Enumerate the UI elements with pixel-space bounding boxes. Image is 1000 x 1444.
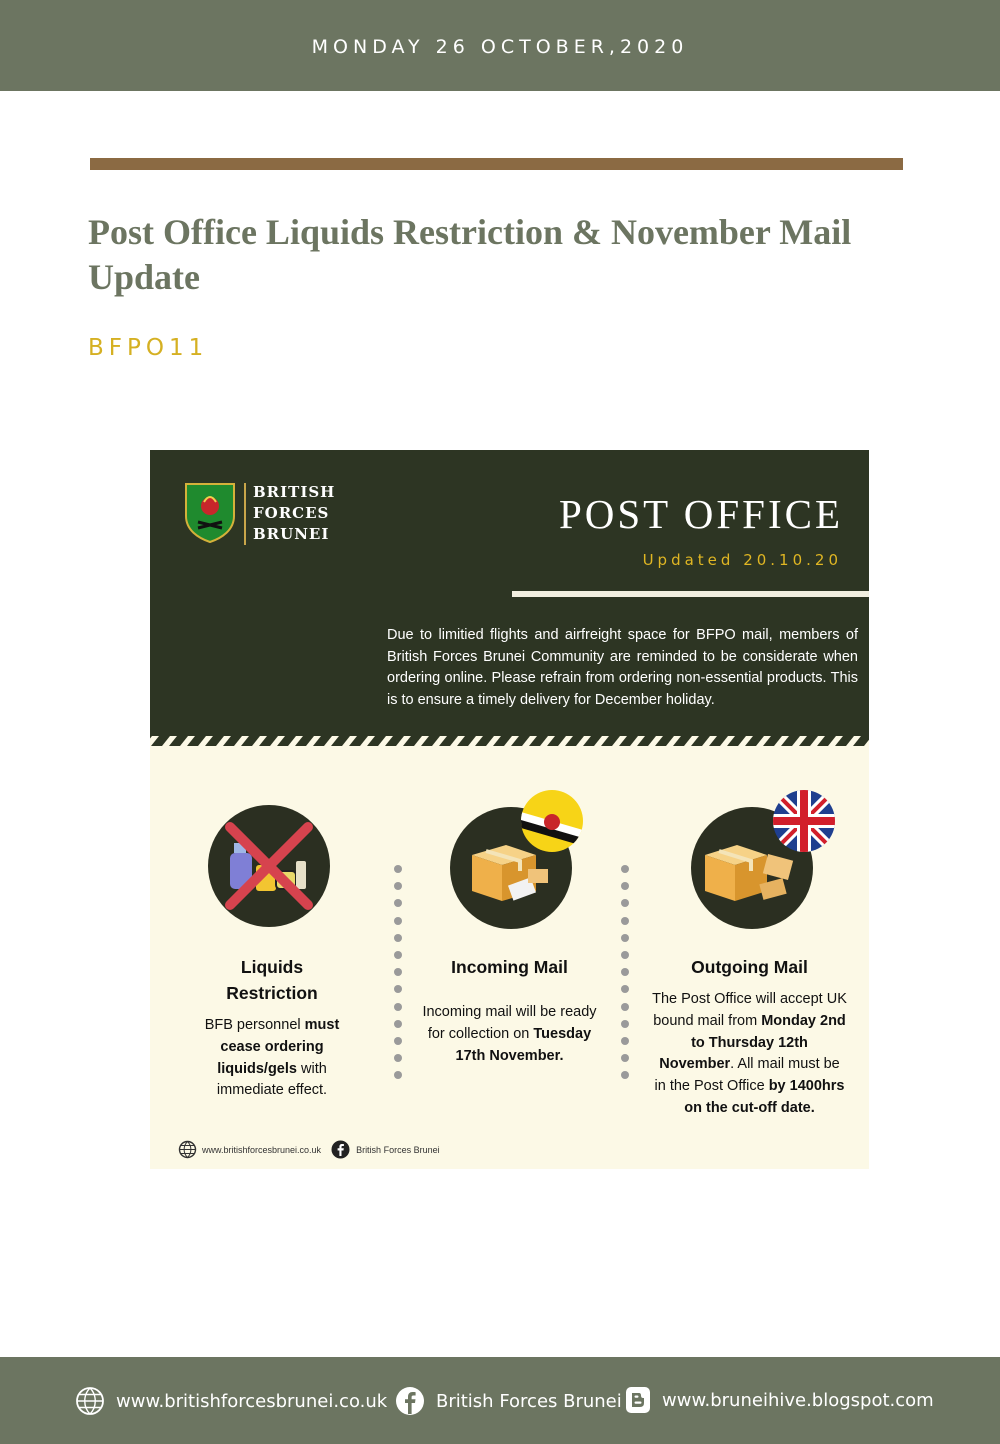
brand-name: [253, 482, 335, 545]
incoming-mail-column: [422, 954, 597, 1067]
body-text-bold: must cease ordering liquids/gels: [217, 1017, 340, 1077]
column-title: Restriction: [226, 983, 318, 1003]
body-text: Incoming mail will be ready for collection on: [422, 1004, 597, 1042]
brand-line: BRUNEI: [253, 525, 330, 543]
zigzag-border: [150, 736, 869, 746]
body-text-bold: by 1400hrs on the cut-off date.: [684, 1078, 845, 1116]
facebook-text: British Forces Brunei: [436, 1390, 622, 1412]
facebook-link[interactable]: [395, 1386, 622, 1416]
bottom-bar: [0, 1357, 1000, 1444]
globe-icon: [75, 1386, 105, 1416]
column-title: Outgoing Mail: [691, 957, 808, 977]
blog-text: www.bruneihive.blogspot.com: [662, 1389, 934, 1411]
body-text: with immediate effect.: [216, 1060, 328, 1099]
body-text: The Post Office will accept UK bound mail from: [652, 991, 847, 1029]
poster-website: www.britishforcesbrunei.co.uk: [202, 1144, 322, 1155]
column-body: [652, 989, 847, 1120]
brunei-flag-icon: [521, 790, 583, 852]
brand-line: BRITISH: [253, 483, 336, 501]
column-body: [188, 1015, 356, 1102]
post-office-poster: [150, 450, 869, 1169]
website-link[interactable]: [75, 1386, 387, 1416]
website-text: www.britishforcesbrunei.co.uk: [116, 1390, 388, 1412]
column-body: [422, 1002, 597, 1067]
globe-icon: [178, 1140, 197, 1159]
column-separator: [621, 865, 631, 1088]
publication-date: MONDAY 26 OCTOBER,2020: [311, 36, 689, 58]
top-bar: [0, 0, 1000, 91]
poster-rule: [512, 591, 869, 597]
facebook-icon: [395, 1386, 425, 1416]
column-title: Incoming Mail: [451, 957, 568, 977]
article-category: BFPO11: [88, 335, 209, 361]
poster-title: POST OFFICE: [558, 491, 843, 537]
blog-link[interactable]: [625, 1386, 934, 1414]
liquids-restriction-column: [188, 954, 356, 1102]
article-title: Post Office Liquids Restriction & November Mail Update: [88, 212, 852, 297]
poster-updated-date: Updated 20.10.20: [642, 551, 842, 569]
column-title: Liquids: [240, 957, 304, 977]
column-separator: [394, 865, 404, 1088]
no-liquids-icon: [208, 805, 330, 927]
poster-header: [150, 450, 869, 740]
brand-line: FORCES: [253, 504, 330, 522]
poster-notice: Due to limitied flights and airfreight space for BFPO mail, members of British Forces Brunei Community are reminded to be considerate when ordering online. Please refrain from ordering non-essential products. This is to ensure a timely delivery for December holiday.: [387, 627, 858, 708]
body-text-bold: Tuesday 17th November.: [455, 1025, 592, 1064]
title-divider: [90, 158, 903, 170]
body-text-bold: Monday 2nd to Thursday 12th November: [659, 1012, 846, 1073]
crest-icon: [184, 482, 236, 544]
body-text: BFB personnel: [204, 1017, 305, 1033]
uk-flag-icon: [773, 790, 835, 852]
brand-separator: [244, 483, 246, 545]
poster-footer: [178, 1140, 450, 1159]
blogger-icon: [625, 1386, 651, 1414]
facebook-icon: [331, 1140, 350, 1159]
poster-facebook: British Forces Brunei: [356, 1144, 440, 1155]
body-text: . All mail must be in the Post Office: [654, 1056, 840, 1095]
outgoing-mail-column: [652, 954, 847, 1120]
